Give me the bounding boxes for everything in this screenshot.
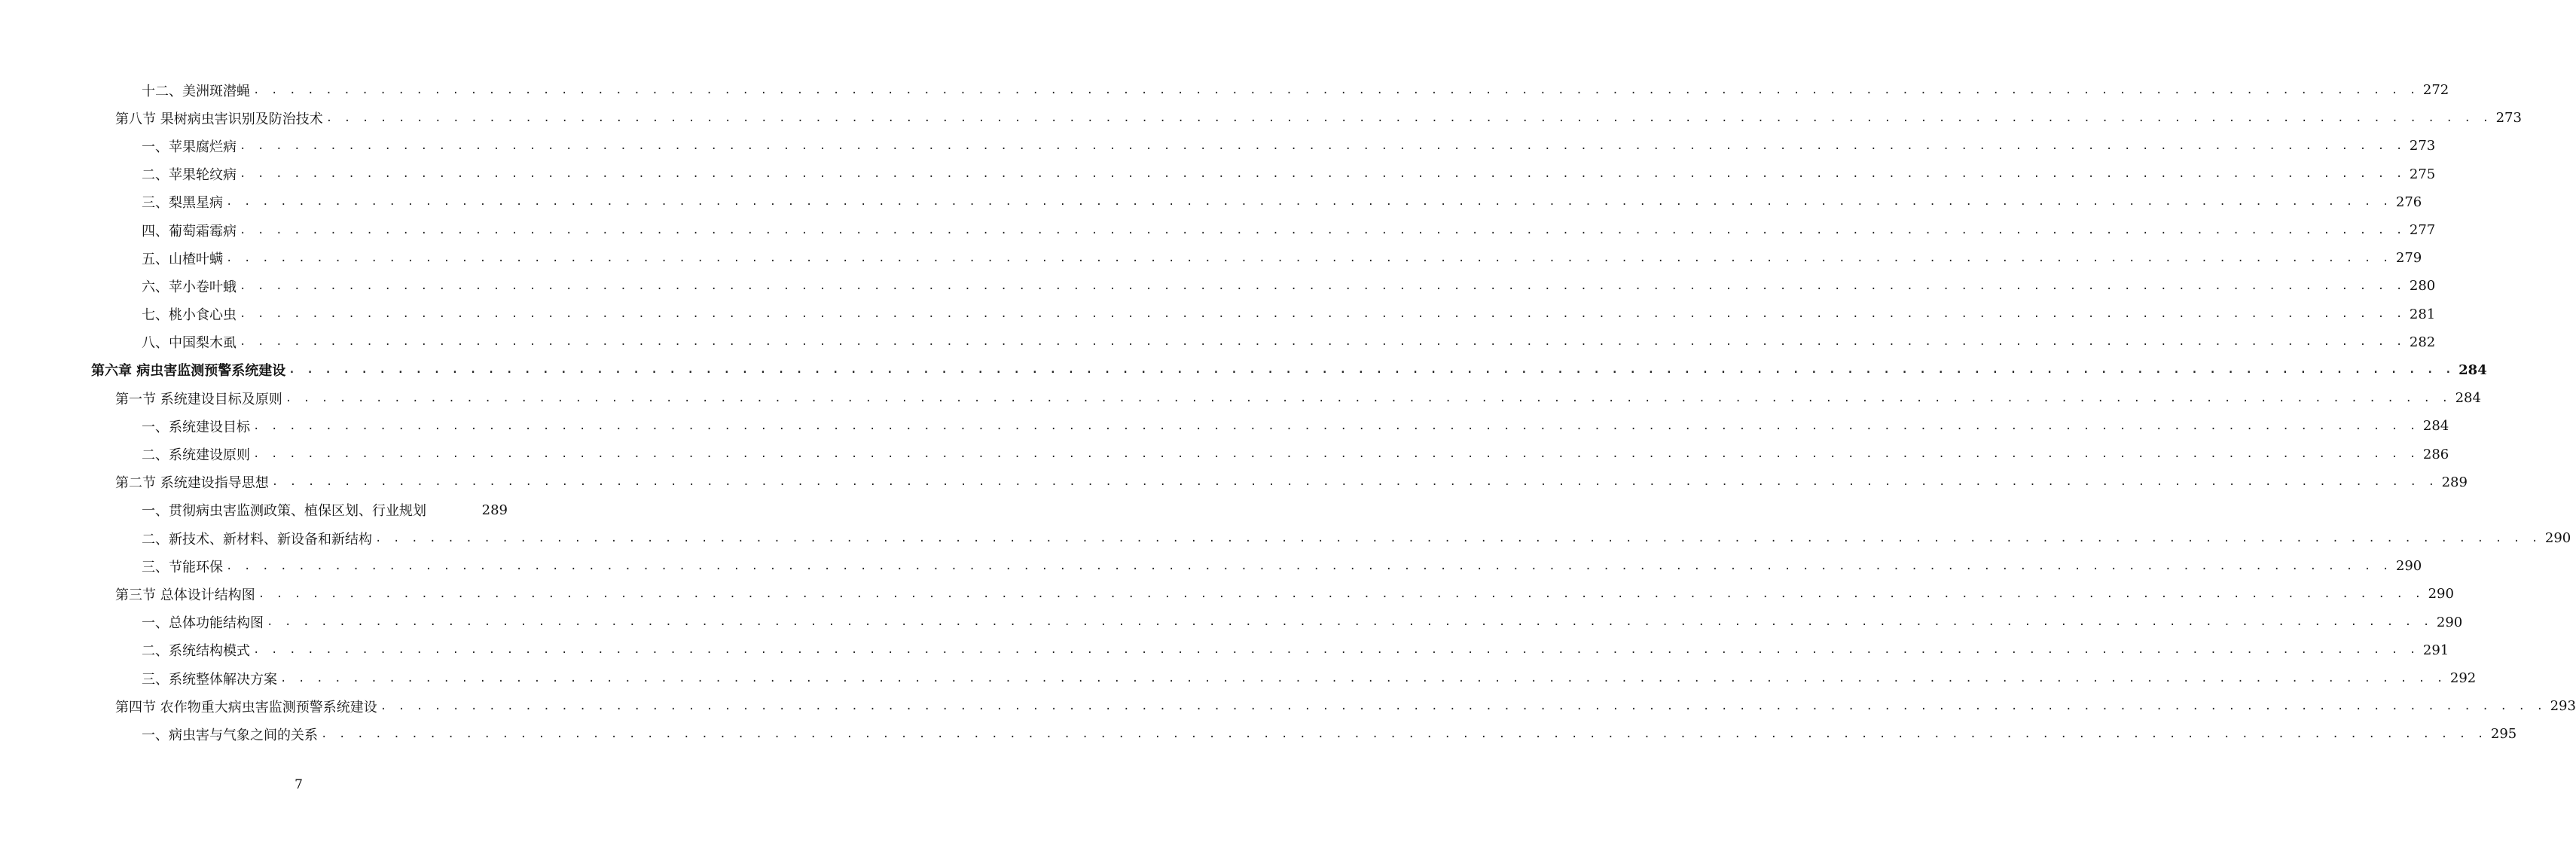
toc-entry[interactable] [0,609,2463,636]
dot-leader: . . . . . . . . . . . . . . . . . . . . . . . . . . . . . . . . . . . . . . . . . . . . . . . . . . . . . . . . . . . . . . . . . . . . . . . . . . . . . . . . . . . . . . . . . . . . . . . . . . . . . . . . . . . . . . . . . . . . . . . . [267,616,2432,629]
toc-entry[interactable] [0,328,2436,356]
toc-entry-page: 279 [2395,250,2422,267]
toc-entry-title: 八、中国梨木虱 [142,332,240,352]
dot-leader: . . . . . . . . . . . . . . . . . . . . . . . . . . . . . . . . . . . . . . . . . . . . . . . . . . . . . . . . . . . . . . . . . . . . . . . . . . . . . . . . . . . . . . . . . . . . . . . . . . . . . . . . . . . . . . . . . . . . . . . . [240,139,2405,152]
toc-entry-title: 一、总体功能结构图 [142,612,267,632]
toc-entry-page: 289 [2441,474,2468,490]
toc-entry[interactable] [0,720,2517,748]
dot-leader: . . . . . . . . . . . . . . . . . . . . . . . . . . . . . . . . . . . . . . . . . . . . . . . . . . . . . . . . . . . . . . . . . . . . . . . . . . . . . . . . . . . . . . . . . . . . . . . . . . . . . . . . . . . . . . . . . . . . . . . . [285,392,2451,404]
dot-leader: . . . . . . . . . . . . . . . . . . . . . . . . . . . . . . . . . . . . . . . . . . . . . . . . . . . . . . . . . . . . . . . . . . . . . . . . . . . . . . . . . . . . . . . . . . . . . . . . . . . . . . . . . . . . . . . . . . . . . . . . [271,476,2437,489]
toc-entry-title: 三、节能环保 [142,557,226,576]
toc-entry[interactable] [0,580,2454,608]
toc-entry-title: 第四节 农作物重大病虫害监测预警系统建设 [115,697,380,716]
dot-leader: . . . . . . . . . . . . . . . . . . . . . . . . . . . . . . . . . . . . . . . . . . . . . . . . . . . . . . . . . . . . . . . . . . . . . . . . . . . . . . . . . . . . . . . . . . . . . . . . . . . . . . . . . . . . . . . . . . . . . . . . [226,196,2391,209]
toc-entry[interactable] [0,440,2449,468]
toc-entry-title: 第一节 系统建设目标及原则 [115,389,285,408]
toc-entry-title: 二、系统建设原则 [142,444,253,464]
toc-entry-page: 282 [2409,334,2436,350]
toc-entry-page: 277 [2409,222,2436,239]
toc-entry-page: 275 [2409,166,2436,182]
toc-entry-title: 一、病虫害与气象之间的关系 [142,725,321,744]
dot-leader: . . . . . . . . . . . . . . . . . . . . . . . . . . . . . . . . . . . . . . . . . . . . . . . . . . . . . . . . . . . . . . . . . . . . . . . . . . . . . . . . . . . . . . . . . . . . . . . . . . . . . . . . . . . . . . . . . . . . . . . . [226,252,2391,264]
page-number: 7 [295,777,303,792]
toc-entry-title: 三、梨黑星病 [142,192,226,212]
dot-leader: . . . . . . . . . . . . . . . . . . . . . . . . . . . . . . . . . . . . . . . . . . . . . . . . . . . . . . . . . . . . . . . . . . . . . . . . . . . . . . . . . . . . . . . . . . . . . . . . . . . . . . . . . . . . . . . . . . . . . . . . [240,336,2405,349]
toc-entry[interactable] [0,468,2468,496]
toc-entry[interactable] [0,552,2422,580]
toc-entry[interactable] [0,692,2576,720]
toc-entry[interactable] [0,524,2571,552]
toc-entry[interactable] [0,188,2422,216]
toc-entry[interactable] [0,244,2422,272]
toc-entry-page: 284 [2422,418,2449,435]
dot-leader: . . . . . . . . . . . . . . . . . . . . . . . . . . . . . . . . . . . . . . . . . . . . . . . . . . . . . . . . . . . . . . . . . . . . . . . . . . . . . . . . . . . . . . . . . . . . . . . . . . . . . . . . . . . . . . . . . . . . . . . . [240,224,2405,236]
dot-leader: . . . . . . . . . . . . . . . . . . . . . . . . . . . . . . . . . . . . . . . . . . . . . . . . . . . . . . . . . . . . . . . . . . . . . . . . . . . . . . . . . . . . . . . . . . . . . . . . . . . . . . . . . . . . . . . . . . . . . . . . [325,111,2492,124]
toc-entry-title: 一、系统建设目标 [142,416,253,436]
toc-entry[interactable] [0,384,2481,412]
toc-entry-page: 281 [2409,306,2436,322]
toc-entry[interactable] [0,496,597,524]
toc-entry-title: 一、苹果腐烂病 [142,136,240,156]
dot-leader: . . . . . . . . . . . . . . . . . . . . . . . . . . . . . . . . . . . . . . . . . . . . . . . . . . . . . . . . . . . . . . . . . . . . . . . . . . . . . . . . . . . . . . . . . . . . . . . . . . . . . . . . . . . . . . . . . . . . . . . . [380,700,2546,712]
toc-entry-page: 290 [2544,530,2571,547]
dot-leader: . . . . . . . . . . . . . . . . . . . . . . . . . . . . . . . . . . . . . . . . . . . . . . . . . . . . . . . . . . . . . . . . . . . . . . . . . . . . . . . . . . . . . . . . . . . . . . . . . . . . . . . . . . . . . . . . . . . . . . . . [253,84,2419,96]
toc-entry-title: 五、山楂叶螨 [142,249,226,268]
toc-entry-title: 二、新技术、新材料、新设备和新结构 [142,529,375,548]
toc-entry-title: 第二节 系统建设指导思想 [115,472,272,492]
dot-leader: . . . . . . . . . . . . . . . . . . . . . . . . . . . . . . . . . . . . . . . . . . . . . . . . . . . . . . . . . . . . . . . . . . . . . . . . . . . . . . . . . . . . . . . . . . . . . . . . . . . . . . . . . . . . . . . . . . . . . . . . [288,364,2455,377]
dot-leader: . . . . . . . . . . . . . . . . . . . . . . . . . . . . . . . . . . . . . . . . . . . . . . . . . . . . . . . . . . . . . . . . . . . . . . . . . . . . . . . . . . . . . . . . . . . . . . . . . . . . . . . . . . . . . . . . . . . . . . . . [253,419,2419,432]
toc-entry-title: 第八节 果树病虫害识别及防治技术 [115,108,326,128]
toc-entry-page: 289 [481,502,508,518]
toc-entry-page: 284 [2458,361,2487,378]
toc-entry-page: 295 [2490,726,2517,743]
toc-entry-page: 273 [2495,110,2522,127]
toc-entry-title: 三、系统整体解决方案 [142,669,280,688]
dot-leader: . . . . . . . . . . . . . . . . . . . . . . . . . . . . . . . . . . . . . . . . . . . . . . . . . . . . . . . . . . . . . . . . . . . . . . . . . . . . . . . . . . . . . . . . . . . . . . . . . . . . . . . . . . . . . . . . . . . . . . . . [226,560,2391,572]
toc-entry[interactable] [0,76,2449,104]
toc-entry[interactable] [0,412,2449,440]
toc-entry-page: 284 [2455,390,2481,407]
toc-entry-page: 273 [2409,138,2436,154]
toc-entry-page: 290 [2436,614,2463,630]
dot-leader: . . . . . . . . . . . . . . . . . . . . . . . . . . . . . . . . . . . . . . . . . . . . . . . . . . . . . . . . . . . . . . . . . . . . . . . . . . . . . . . . . . . . . . . . . . . . . . . . . . . . . . . . . . . . . . . . . . . . . . . . [253,448,2419,461]
toc-entry-title: 十二、美洲斑潜蝇 [142,81,253,100]
toc-entry-title: 二、系统结构模式 [142,640,253,660]
toc-entry[interactable] [0,636,2449,664]
toc-entry[interactable] [0,216,2436,244]
toc-entry-page: 290 [2395,558,2422,575]
toc-entry[interactable] [0,272,2436,300]
dot-leader: . . . . . . . . . . . . . . . . . . . . . . . . . . . . . . . . . . . . . . . . . . . . . . . . . . . . . . . . . . . . . . . . . . . . . . . . . . . . . . . . . . . . . . . . . . . . . . . . . . . . . . . . . . . . . . . . . . . . . . . . [375,532,2541,545]
dot-leader: . . . . . . . . . . . . . . . . . . . . . . . . . . . . . . . . . . . . . . . . . . . . . . . . . . . . . . . . . . . . . . . . . . . . . . . . . . . . . . . . . . . . . . . . . . . . . . . . . . . . . . . . . . . . . . . . . . . . . . . . [321,728,2486,740]
dot-leader: . . . . . . . . . . . . . . . . . . . . . . . . . . . . . . . . . . . . . . . . . . . . . . . . . . . . . . . . . . . . . . . . . . . . . . . . . . . . . . . . . . . . . . . . . . . . . . . . . . . . . . . . . . . . . . . . . . . . . . . . [253,644,2419,657]
toc-entry[interactable] [0,300,2436,328]
toc-entry-title: 一、贯彻病虫害监测政策、植保区划、行业规划 [142,500,429,520]
toc-entry-title: 第六章 病虫害监测预警系统建设 [91,360,288,380]
toc-entry-page: 280 [2409,278,2436,294]
toc-entry[interactable] [0,356,2487,384]
toc-entry-page: 272 [2422,82,2449,99]
toc-entry-title: 二、苹果轮纹病 [142,164,240,184]
dot-leader: . . . . . . . . . . . . . . . . . . . . . . . . . . . . . . . . . . . . . . . . . . . . . . . . . . . . . . . . . . . . . . . . . . . . . . . . . . . . . . . . . . . . . . . . . . . . . . . . . . . . . . . . . . . . . . . . . . . . . . . . [280,672,2446,685]
toc-entry-page: 290 [2428,586,2454,602]
toc-entry[interactable] [0,160,2436,188]
toc-entry-page: 292 [2449,670,2477,687]
toc-entry-page: 293 [2550,698,2576,715]
toc-entry-title: 六、苹小卷叶蛾 [142,276,240,296]
toc-entry[interactable] [0,664,2477,692]
toc-entry-page: 276 [2395,194,2422,210]
toc-entry-page: 291 [2422,642,2449,658]
dot-leader: . . . . . . . . . . . . . . . . . . . . . . . . . . . . . . . . . . . . . . . . . . . . . . . . . . . . . . . . . . . . . . . . . . . . . . . . . . . . . . . . . . . . . . . . . . . . . . . . . . . . . . . . . . . . . . . . . . . . . . . . [240,168,2405,181]
toc-entry-title: 七、桃小食心虫 [142,304,240,324]
toc-entry[interactable] [0,104,2522,132]
toc-entry-title: 第三节 总体设计结构图 [115,584,258,604]
table-of-contents [0,76,2576,749]
dot-leader: . . . . . . . . . . . . . . . . . . . . . . . . . . . . . . . . . . . . . . . . . . . . . . . . . . . . . . . . . . . . . . . . . . . . . . . . . . . . . . . . . . . . . . . . . . . . . . . . . . . . . . . . . . . . . . . . . . . . . . . . [258,587,2424,600]
toc-entry-title: 四、葡萄霜霉病 [142,221,240,240]
dot-leader: . . . . . . . . . . . . . . . . . . . . . . . . . . . . . . . . . . . . . . . . . . . . . . . . . . . . . . . . . . . . . . . . . . . . . . . . . . . . . . . . . . . . . . . . . . . . . . . . . . . . . . . . . . . . . . . . . . . . . . . . [240,308,2405,321]
dot-leader: . . . . . . . . . . . . . . . . . . . . . . . . . . . . . . . . . . . . . . . . . . . . . . . . . . . . . . . . . . . . . . . . . . . . . . . . . . . . . . . . . . . . . . . . . . . . . . . . . . . . . . . . . . . . . . . . . . . . . . . . [240,279,2405,292]
toc-entry-page: 286 [2422,446,2449,462]
toc-entry[interactable] [0,132,2436,160]
